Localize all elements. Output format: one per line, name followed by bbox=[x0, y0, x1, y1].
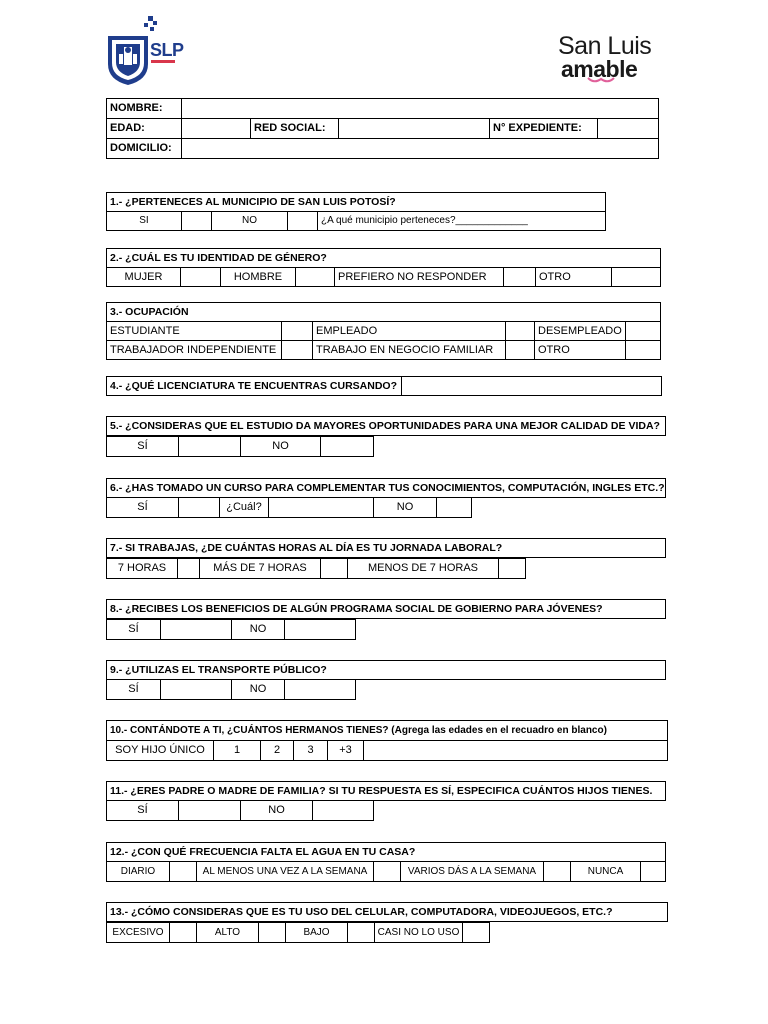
q7-title: 7.- SI TRABAJAS, ¿DE CUÁNTAS HORAS AL DÍA ES TU JORNADA LABORAL? bbox=[106, 538, 666, 558]
q9-title: 9.- ¿UTILIZAS EL TRANSPORTE PÚBLICO? bbox=[106, 660, 666, 680]
q12-check-nunca[interactable] bbox=[640, 861, 666, 882]
q12-option-semana: AL MENOS UNA VEZ A LA SEMANA bbox=[196, 861, 374, 882]
q7-option-mas7: MÁS DE 7 HORAS bbox=[199, 558, 321, 579]
domicilio-field[interactable] bbox=[181, 138, 659, 159]
q2-check-hombre[interactable] bbox=[295, 267, 335, 287]
q1-check-no[interactable] bbox=[287, 211, 318, 231]
red-social-label: RED SOCIAL: bbox=[250, 118, 339, 139]
q10-option-2[interactable]: 2 bbox=[260, 740, 294, 761]
q13-option-casi-no: CASI NO LO USO bbox=[374, 922, 463, 943]
q4-answer-field[interactable] bbox=[401, 376, 662, 396]
q8-check-no[interactable] bbox=[284, 619, 356, 640]
q12-check-varios[interactable] bbox=[543, 861, 571, 882]
q6-option-no: NO bbox=[373, 497, 437, 518]
brand-title: San Luis bbox=[558, 32, 652, 60]
q3-option-familiar: TRABAJO EN NEGOCIO FAMILIAR bbox=[312, 340, 506, 360]
q3-option-desempleado: DESEMPLEADO bbox=[534, 321, 626, 341]
q1-municipio[interactable]: ¿A qué municipio perteneces?_____________ bbox=[317, 211, 606, 231]
q8-option-si: SÍ bbox=[106, 619, 161, 640]
q3-option-independiente: TRABAJADOR INDEPENDIENTE bbox=[106, 340, 282, 360]
q9-option-no: NO bbox=[231, 679, 285, 700]
q5-check-no[interactable] bbox=[320, 436, 374, 457]
q2-option-prefiero: PREFIERO NO RESPONDER bbox=[334, 267, 504, 287]
q9-option-si: SÍ bbox=[106, 679, 161, 700]
q8-option-no: NO bbox=[231, 619, 285, 640]
q6-cual-field[interactable] bbox=[268, 497, 374, 518]
nombre-label: NOMBRE: bbox=[106, 98, 182, 119]
q1-option-si: SI bbox=[106, 211, 182, 231]
q12-option-nunca: NUNCA bbox=[570, 861, 641, 882]
q6-title: 6.- ¿HAS TOMADO UN CURSO PARA COMPLEMENTAR TUS CONOCIMIENTOS, COMPUTACIÓN, INGLES ETC.? bbox=[106, 478, 666, 498]
q5-check-si[interactable] bbox=[178, 436, 241, 457]
q10-option-unico[interactable]: SOY HIJO ÚNICO bbox=[106, 740, 214, 761]
q13-option-bajo: BAJO bbox=[285, 922, 348, 943]
brand-subtitle: amable bbox=[561, 56, 638, 82]
q3-check-empleado[interactable] bbox=[505, 321, 535, 341]
q6-check-si[interactable] bbox=[178, 497, 220, 518]
q1-check-si[interactable] bbox=[181, 211, 212, 231]
q11-option-si: SÍ bbox=[106, 800, 179, 821]
q3-check-desempleado[interactable] bbox=[625, 321, 661, 341]
q12-check-diario[interactable] bbox=[169, 861, 197, 882]
q6-option-si: SÍ bbox=[106, 497, 179, 518]
q2-check-mujer[interactable] bbox=[180, 267, 221, 287]
q7-check-7h[interactable] bbox=[177, 558, 200, 579]
q13-option-excesivo: EXCESIVO bbox=[106, 922, 170, 943]
q13-check-casi-no[interactable] bbox=[462, 922, 490, 943]
heart-icon bbox=[586, 66, 616, 84]
q2-option-mujer: MUJER bbox=[106, 267, 181, 287]
edad-field[interactable] bbox=[181, 118, 251, 139]
q2-check-prefiero[interactable] bbox=[503, 267, 536, 287]
q13-check-alto[interactable] bbox=[258, 922, 286, 943]
q3-option-estudiante: ESTUDIANTE bbox=[106, 321, 282, 341]
q7-check-mas7[interactable] bbox=[320, 558, 348, 579]
q11-check-si[interactable] bbox=[178, 800, 241, 821]
q13-title: 13.- ¿CÓMO CONSIDERAS QUE ES TU USO DEL CELULAR, COMPUTADORA, VIDEOJUEGOS, ETC.? bbox=[106, 902, 668, 922]
q3-check-estudiante[interactable] bbox=[281, 321, 313, 341]
q7-check-menos7[interactable] bbox=[498, 558, 526, 579]
nombre-field[interactable] bbox=[181, 98, 659, 119]
q12-option-varios: VARIOS DÁS A LA SEMANA bbox=[400, 861, 544, 882]
q5-title: 5.- ¿CONSIDERAS QUE EL ESTUDIO DA MAYORES OPORTUNIDADES PARA UNA MEJOR CALIDAD DE VIDA? bbox=[106, 416, 666, 436]
q9-check-no[interactable] bbox=[284, 679, 356, 700]
q10-option-more[interactable]: +3 bbox=[327, 740, 364, 761]
q6-check-no[interactable] bbox=[436, 497, 472, 518]
q3-check-otro[interactable] bbox=[625, 340, 661, 360]
q13-check-bajo[interactable] bbox=[347, 922, 375, 943]
q2-title: 2.- ¿CUÁL ES TU IDENTIDAD DE GÉNERO? bbox=[106, 248, 661, 268]
slp-logo-text: SLP bbox=[150, 40, 184, 60]
red-social-field[interactable] bbox=[338, 118, 490, 139]
q3-option-empleado: EMPLEADO bbox=[312, 321, 506, 341]
q3-title: 3.- OCUPACIÓN bbox=[106, 302, 661, 322]
q12-option-diario: DIARIO bbox=[106, 861, 170, 882]
q12-check-semana[interactable] bbox=[373, 861, 401, 882]
q3-option-otro: OTRO bbox=[534, 340, 626, 360]
expediente-field[interactable] bbox=[597, 118, 659, 139]
q5-option-no: NO bbox=[240, 436, 321, 457]
q2-option-otro: OTRO bbox=[535, 267, 612, 287]
q4-title: 4.- ¿QUÉ LICENCIATURA TE ENCUENTRAS CURSANDO? bbox=[106, 376, 402, 396]
q3-check-independiente[interactable] bbox=[281, 340, 313, 360]
edad-label: EDAD: bbox=[106, 118, 182, 139]
q2-check-otro[interactable] bbox=[611, 267, 661, 287]
q11-check-no[interactable] bbox=[312, 800, 374, 821]
q3-check-familiar[interactable] bbox=[505, 340, 535, 360]
q1-option-no: NO bbox=[211, 211, 288, 231]
q1-title: 1.- ¿PERTENECES AL MUNICIPIO DE SAN LUIS POTOSÍ? bbox=[106, 192, 606, 212]
q9-check-si[interactable] bbox=[160, 679, 232, 700]
q2-option-hombre: HOMBRE bbox=[220, 267, 296, 287]
expediente-label: N° EXPEDIENTE: bbox=[489, 118, 598, 139]
q5-option-si: SÍ bbox=[106, 436, 179, 457]
q13-check-excesivo[interactable] bbox=[169, 922, 197, 943]
slp-logo-bar bbox=[151, 60, 175, 63]
q10-option-1[interactable]: 1 bbox=[213, 740, 261, 761]
q8-check-si[interactable] bbox=[160, 619, 232, 640]
domicilio-label: DOMICILIO: bbox=[106, 138, 182, 159]
q11-option-no: NO bbox=[240, 800, 313, 821]
q8-title: 8.- ¿RECIBES LOS BENEFICIOS DE ALGÚN PROGRAMA SOCIAL DE GOBIERNO PARA JÓVENES? bbox=[106, 599, 666, 619]
q10-ages-field[interactable] bbox=[363, 740, 668, 761]
q7-option-menos7: MENOS DE 7 HORAS bbox=[347, 558, 499, 579]
q6-cual-label: ¿Cuál? bbox=[219, 497, 269, 518]
q13-option-alto: ALTO bbox=[196, 922, 259, 943]
q7-option-7h: 7 HORAS bbox=[106, 558, 178, 579]
q10-title: 10.- CONTÁNDOTE A TI, ¿CUÁNTOS HERMANOS TIENES? (Agrega las edades en el recuadro en blanco) bbox=[106, 720, 668, 741]
q11-title: 11.- ¿ERES PADRE O MADRE DE FAMILIA? SI TU RESPUESTA ES SÍ, ESPECIFICA CUÁNTOS HIJOS TIENES. bbox=[106, 781, 666, 801]
q10-option-3[interactable]: 3 bbox=[293, 740, 328, 761]
q12-title: 12.- ¿CON QUÉ FRECUENCIA FALTA EL AGUA EN TU CASA? bbox=[106, 842, 666, 862]
